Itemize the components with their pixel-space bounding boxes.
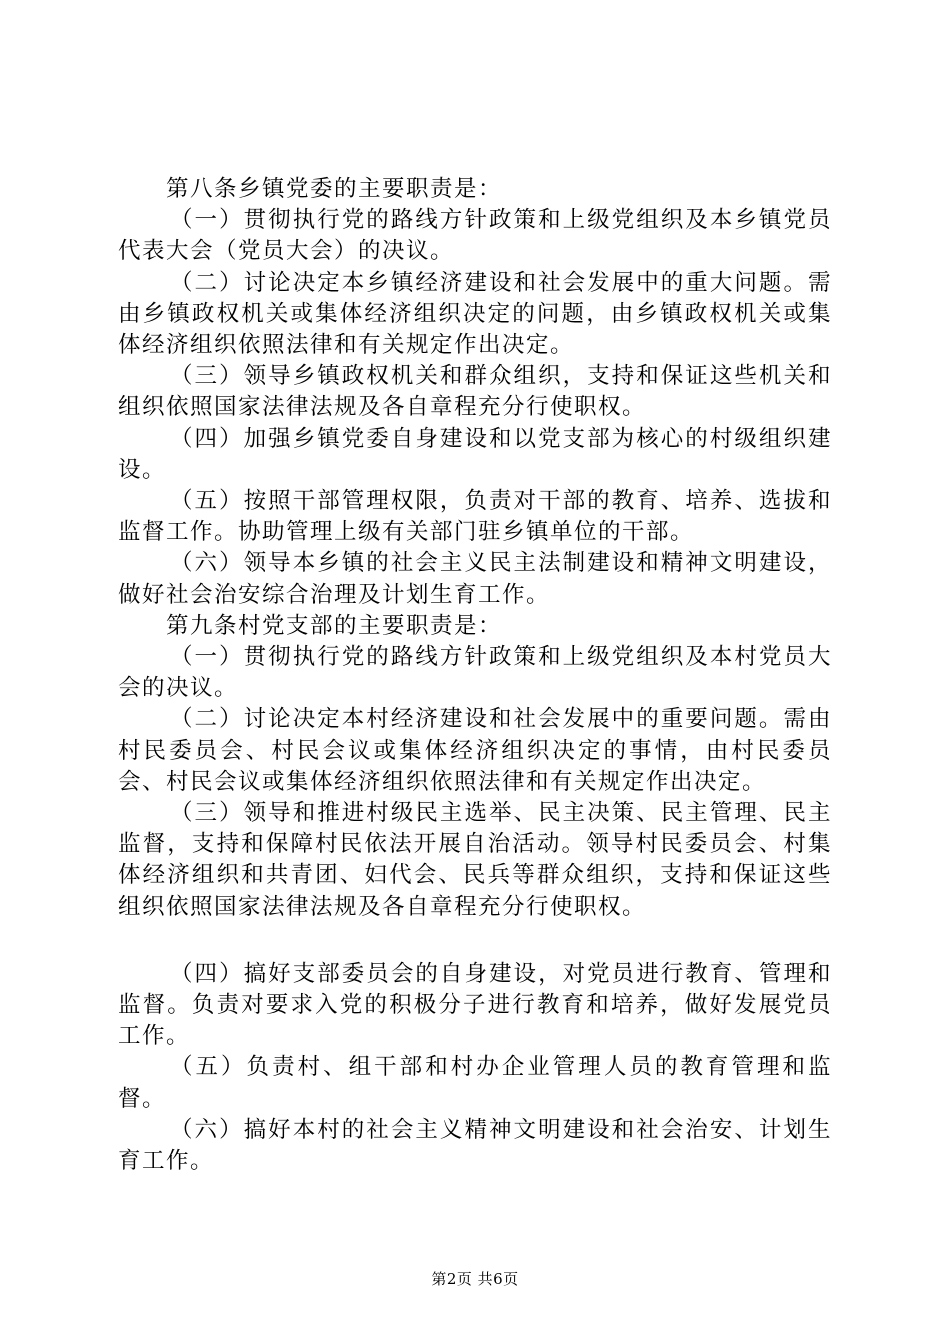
article-9-heading: 第九条村党支部的主要职责是： — [166, 612, 503, 639]
article-8-item-5: （五）按照干部管理权限，负责对干部的教育、培养、选拔和监督工作。协助管理上级有关部门驻乡镇单位的干部。 — [118, 488, 832, 546]
article-8-item-4: （四）加强乡镇党委自身建设和以党支部为核心的村级组织建设。 — [118, 425, 832, 483]
article-9-item-3: （三）领导和推进村级民主选举、民主决策、民主管理、民主监督，支持和保障村民依法开展自治活动。领导村民委员会、村集体经济组织和共青团、妇代会、民兵等群众组织，支持和保证这些组织依照国家法律法规及各自章程充分行使职权。 — [118, 800, 832, 920]
article-9-item-1: （一）贯彻执行党的路线方针政策和上级党组织及本村党员大会的决议。 — [118, 644, 832, 702]
article-9-item-2: （二）讨论决定本村经济建设和社会发展中的重要问题。需由村民委员会、村民会议或集体经济组织决定的事情，由村民委员会、村民会议或集体经济组织依照法律和有关规定作出决定。 — [118, 706, 832, 795]
article-8-item-2: （二）讨论决定本乡镇经济建设和社会发展中的重大问题。需由乡镇政权机关或集体经济组织决定的问题，由乡镇政权机关或集体经济组织依照法律和有关规定作出决定。 — [118, 269, 832, 359]
paragraph-gap — [118, 923, 832, 959]
article-9-item-4: （四）搞好支部委员会的自身建设，对党员进行教育、管理和监督。负责对要求入党的积极分子进行教育和培养，做好发展党员工作。 — [118, 960, 832, 1050]
article-8-item-1: （一）贯彻执行党的路线方针政策和上级党组织及本乡镇党员代表大会（党员大会）的决议。 — [118, 207, 832, 265]
article-9-item-6: （六）搞好本村的社会主义精神文明建设和社会治安、计划生育工作。 — [118, 1116, 832, 1175]
page-number-footer: 第2页 共6页 — [431, 1270, 519, 1288]
article-8-item-3: （三）领导乡镇政权机关和群众组织，支持和保证这些机关和组织依照国家法律法规及各自章程充分行使职权。 — [118, 363, 832, 421]
article-8-item-6: （六）领导本乡镇的社会主义民主法制建设和精神文明建设，做好社会治安综合治理及计划生育工作。 — [118, 550, 832, 608]
article-8-heading: 第八条乡镇党委的主要职责是： — [166, 176, 503, 202]
document-body — [118, 174, 832, 1177]
article-9-item-5: （五）负责村、组干部和村办企业管理人员的教育管理和监督。 — [118, 1054, 832, 1112]
